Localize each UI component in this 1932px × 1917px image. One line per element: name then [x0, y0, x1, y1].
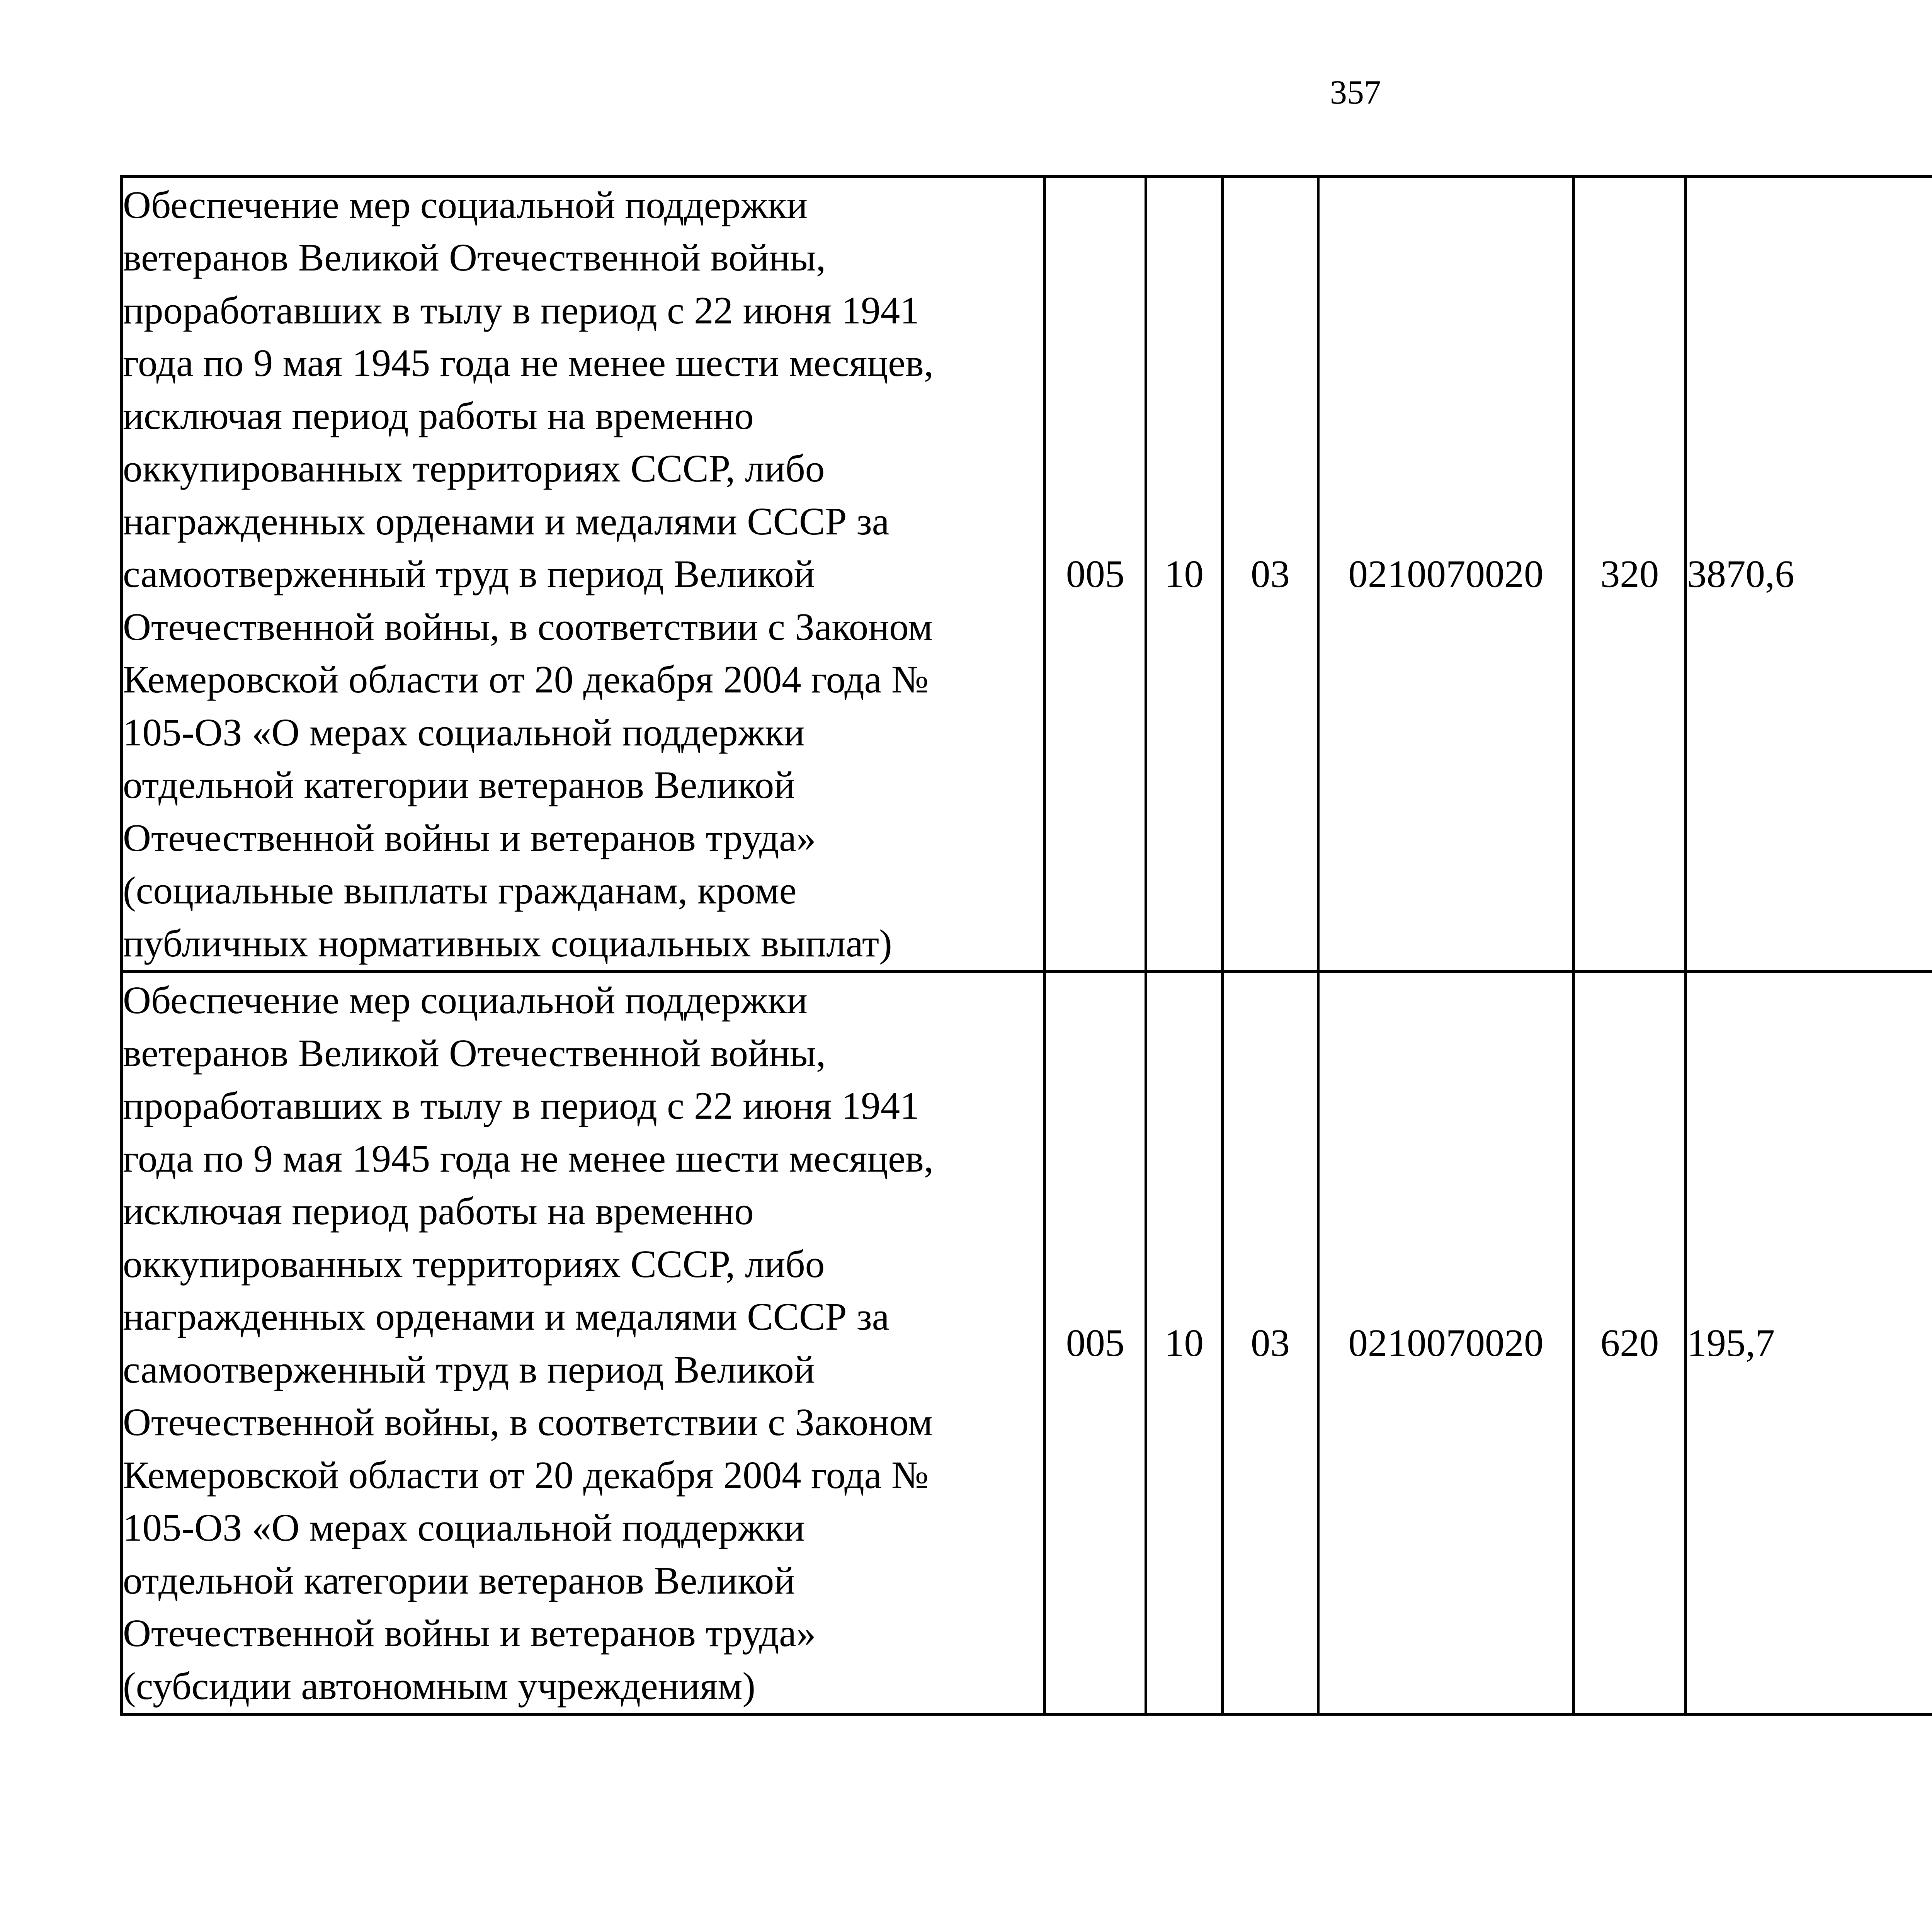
ministry-code: 005	[1045, 177, 1146, 972]
table-row	[122, 177, 1932, 972]
amount-year-1: 195,7	[1686, 972, 1932, 1715]
row-description: Обеспечение мер социальной поддержки ветеранов Великой Отечественной войны, проработавших в тылу в период с 22 июня 1941 года по 9 мая 1945 года не менее шести месяцев, исключая период работы на временно оккупированных территориях СССР, либо награжденных орденами и медалями СССР за самоотверженный труд в период Великой Отечественной войны, в соответствии с Законом Кемеровской области от 20 декабря 2004 года № 105-ОЗ «О мерах социальной поддержки отдельной категории ветеранов Великой Отечественной войны и ветеранов труда» (субсидии автономным учреждениям)	[122, 972, 1045, 1715]
budget-table	[120, 175, 1932, 1716]
target-article-code: 0210070020	[1318, 177, 1574, 972]
page-number: 357	[1330, 74, 1381, 111]
target-article-code: 0210070020	[1318, 972, 1574, 1715]
subsection-code: 03	[1223, 972, 1318, 1715]
subsection-code: 03	[1223, 177, 1318, 972]
ministry-code: 005	[1045, 972, 1146, 1715]
expense-type-code: 320	[1574, 177, 1686, 972]
expense-type-code: 620	[1574, 972, 1686, 1715]
section-code: 10	[1146, 972, 1223, 1715]
amount-year-1: 3870,6	[1686, 177, 1932, 972]
section-code: 10	[1146, 177, 1223, 972]
row-description: Обеспечение мер социальной поддержки ветеранов Великой Отечественной войны, проработавших в тылу в период с 22 июня 1941 года по 9 мая 1945 года не менее шести месяцев, исключая период работы на временно оккупированных территориях СССР, либо награжденных орденами и медалями СССР за самоотверженный труд в период Великой Отечественной войны, в соответствии с Законом Кемеровской области от 20 декабря 2004 года № 105-ОЗ «О мерах социальной поддержки отдельной категории ветеранов Великой Отечественной войны и ветеранов труда» (социальные выплаты гражданам, кроме публичных нормативных социальных выплат)	[122, 177, 1045, 972]
table-row	[122, 972, 1932, 1715]
